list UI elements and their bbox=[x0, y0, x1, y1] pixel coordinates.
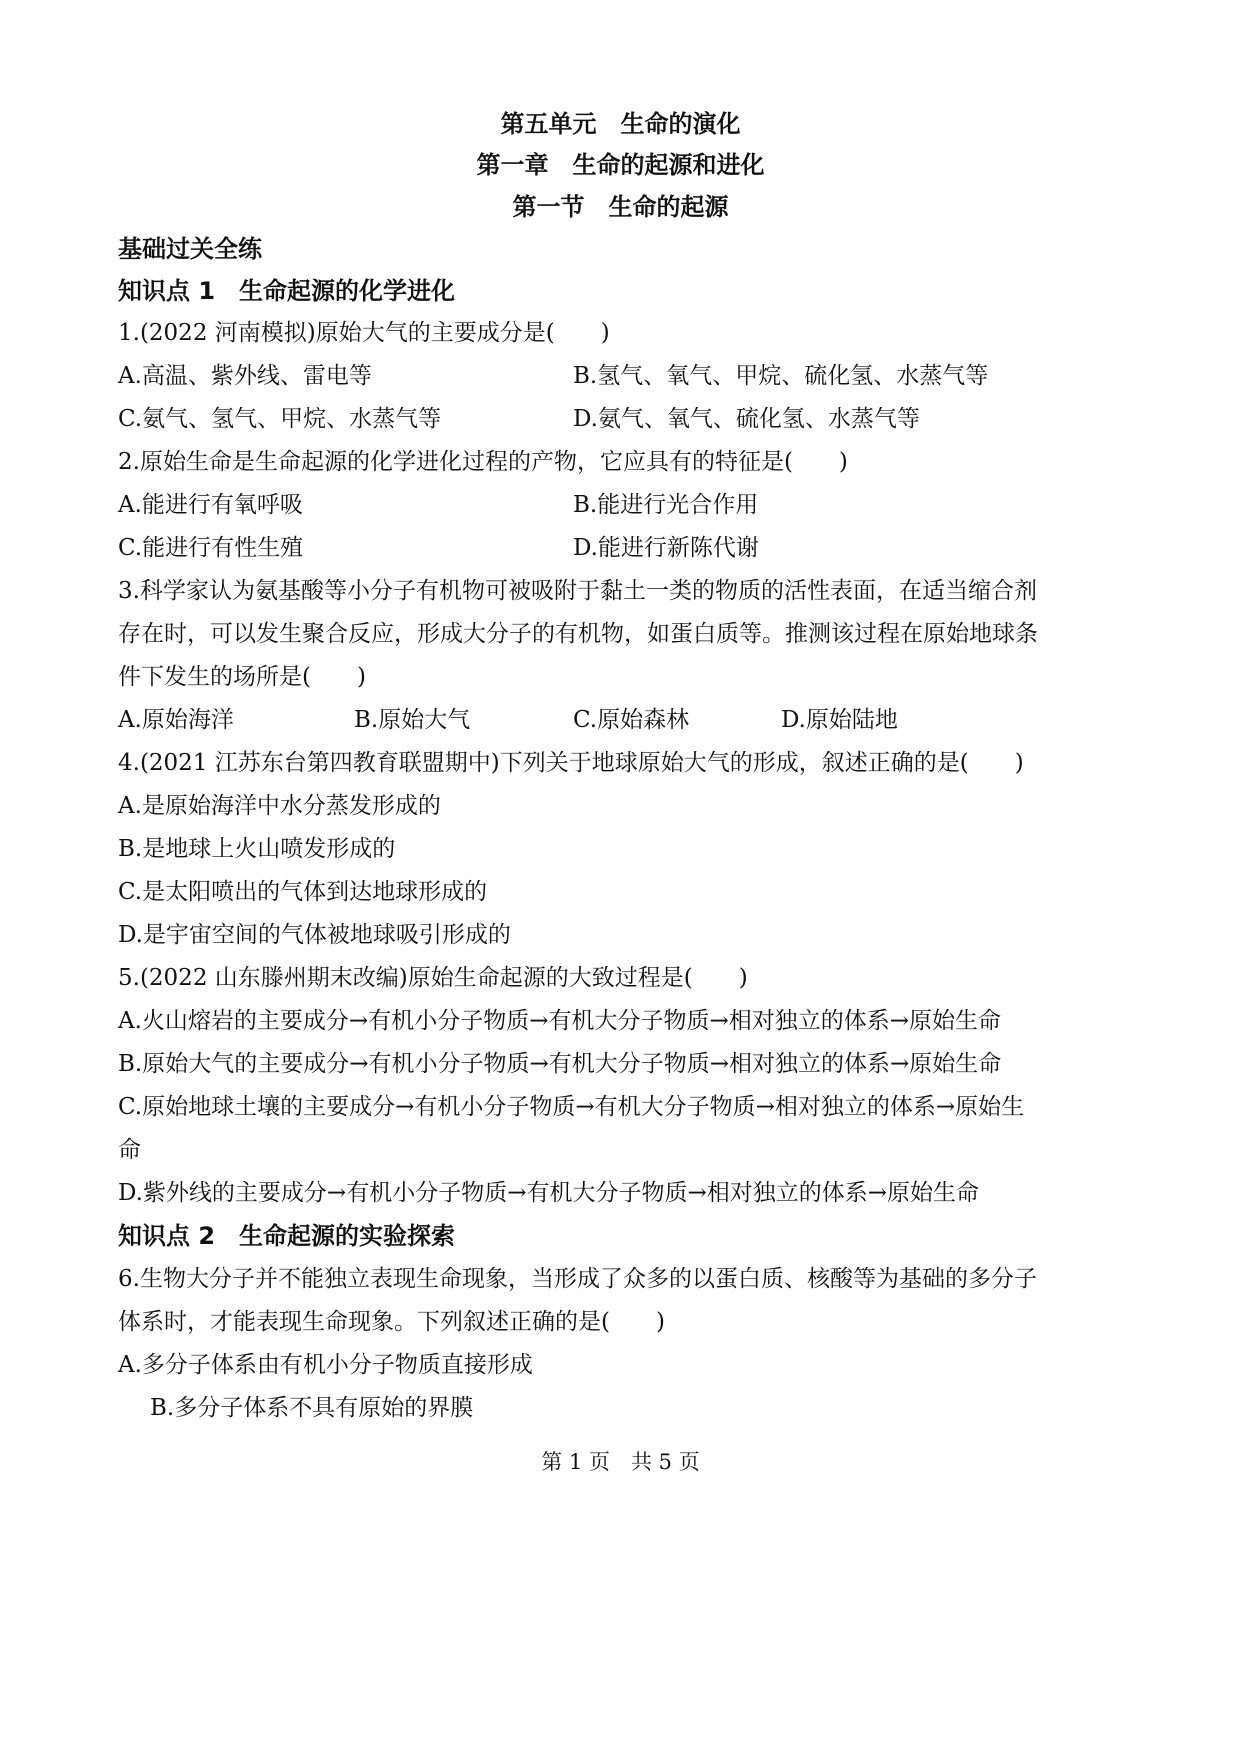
question-2-option-c: C.能进行有性生殖 bbox=[118, 535, 304, 561]
question-6-line-2: 体系时，才能表现生命现象。下列叙述正确的是( ) bbox=[118, 1309, 665, 1335]
knowledge-point-2-heading: 知识点 2 生命起源的实验探索 bbox=[118, 1222, 456, 1250]
question-1-option-c: C.氨气、氢气、甲烷、水蒸气等 bbox=[118, 406, 442, 432]
section-title: 第一节 生命的起源 bbox=[512, 193, 729, 221]
question-4-option-a: A.是原始海洋中水分蒸发形成的 bbox=[118, 793, 441, 819]
question-1-option-d: D.氨气、氧气、硫化氢、水蒸气等 bbox=[573, 406, 920, 432]
question-2-stem: 2.原始生命是生命起源的化学进化过程的产物，它应具有的特征是( ) bbox=[118, 449, 848, 475]
question-3-option-b: B.原始大气 bbox=[354, 707, 471, 733]
question-5-option-c-line-1: C.原始地球土壤的主要成分→有机小分子物质→有机大分子物质→相对独立的体系→原始生 bbox=[118, 1094, 1025, 1120]
question-6-line-1: 6.生物大分子并不能独立表现生命现象，当形成了众多的以蛋白质、核酸等为基础的多分子 bbox=[118, 1266, 1037, 1292]
question-5-option-a: A.火山熔岩的主要成分→有机小分子物质→有机大分子物质→相对独立的体系→原始生命 bbox=[118, 1008, 1002, 1034]
question-1-option-a: A.高温、紫外线、雷电等 bbox=[118, 363, 372, 389]
question-6-option-b: B.多分子体系不具有原始的界膜 bbox=[150, 1395, 474, 1421]
question-5-option-c-line-2: 命 bbox=[118, 1137, 141, 1163]
question-3-option-d: D.原始陆地 bbox=[781, 707, 898, 733]
question-3-option-a: A.原始海洋 bbox=[118, 707, 234, 733]
question-5-option-b: B.原始大气的主要成分→有机小分子物质→有机大分子物质→相对独立的体系→原始生命 bbox=[118, 1051, 1002, 1077]
question-3-line-1: 3.科学家认为氨基酸等小分子有机物可被吸附于黏土一类的物质的活性表面，在适当缩合剂 bbox=[118, 578, 1037, 604]
question-3-line-3: 件下发生的场所是( ) bbox=[118, 664, 366, 690]
question-4-option-b: B.是地球上火山喷发形成的 bbox=[118, 836, 396, 862]
question-5-stem: 5.(2022 山东滕州期末改编)原始生命起源的大致过程是( ) bbox=[118, 965, 748, 991]
question-3-line-2: 存在时，可以发生聚合反应，形成大分子的有机物，如蛋白质等。推测该过程在原始地球条 bbox=[118, 621, 1038, 647]
chapter-title: 第一章 生命的起源和进化 bbox=[476, 151, 765, 179]
question-4-stem: 4.(2021 江苏东台第四教育联盟期中)下列关于地球原始大气的形成，叙述正确的是( ) bbox=[118, 750, 1024, 776]
question-2-option-b: B.能进行光合作用 bbox=[573, 492, 759, 518]
page-footer: 第 1 页 共 5 页 bbox=[541, 1450, 700, 1474]
question-3-option-c: C.原始森林 bbox=[573, 707, 690, 733]
question-1-option-b: B.氢气、氧气、甲烷、硫化氢、水蒸气等 bbox=[573, 363, 989, 389]
knowledge-point-1-heading: 知识点 1 生命起源的化学进化 bbox=[118, 277, 456, 305]
question-4-option-d: D.是宇宙空间的气体被地球吸引形成的 bbox=[118, 922, 511, 948]
question-5-option-d: D.紫外线的主要成分→有机小分子物质→有机大分子物质→相对独立的体系→原始生命 bbox=[118, 1180, 980, 1206]
question-1-stem: 1.(2022 河南模拟)原始大气的主要成分是( ) bbox=[118, 320, 610, 346]
practice-heading: 基础过关全练 bbox=[118, 235, 262, 263]
question-2-option-a: A.能进行有氧呼吸 bbox=[118, 492, 303, 518]
question-6-option-a: A.多分子体系由有机小分子物质直接形成 bbox=[118, 1352, 533, 1378]
question-4-option-c: C.是太阳喷出的气体到达地球形成的 bbox=[118, 879, 488, 905]
unit-title: 第五单元 生命的演化 bbox=[500, 110, 741, 138]
question-2-option-d: D.能进行新陈代谢 bbox=[573, 535, 759, 561]
